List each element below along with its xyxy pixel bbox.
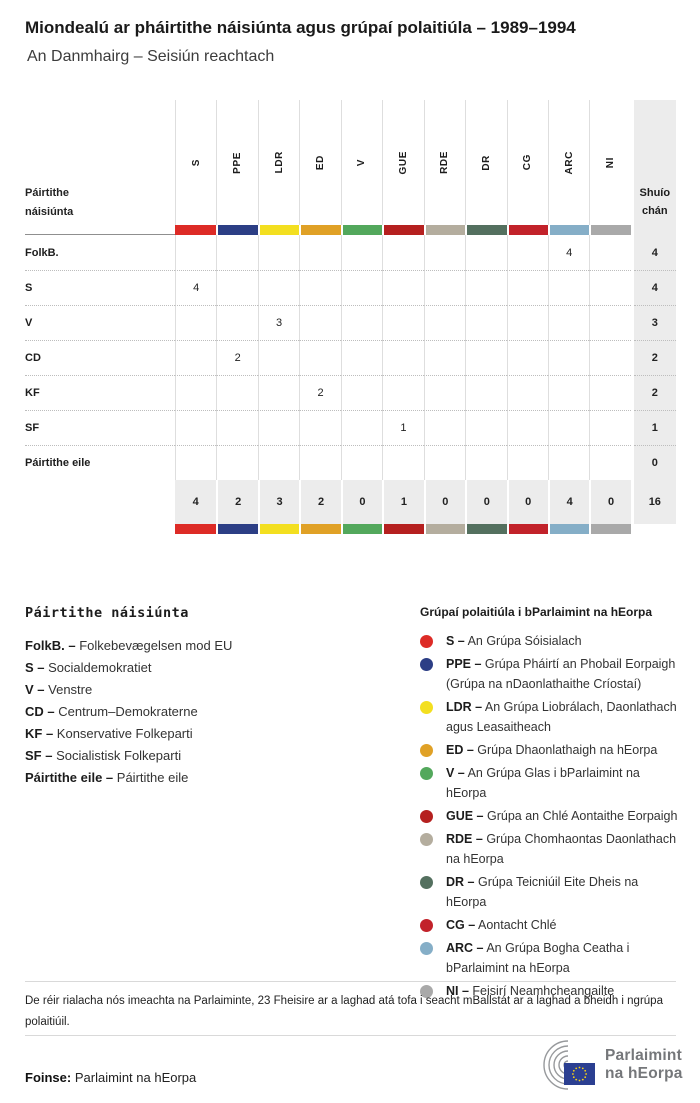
table-cell: [465, 340, 506, 375]
legend-item: ED – Grúpa Dhaonlathaigh na hEorpa: [420, 740, 682, 760]
row-label: S: [25, 270, 175, 305]
row-total: 2: [634, 340, 676, 375]
column-header-ni: NI: [589, 100, 630, 225]
table-cell: [424, 270, 465, 305]
divider: [25, 1035, 676, 1036]
legend-item: LDR – An Grúpa Liobrálach, Daonlathach agus Leasaitheach: [420, 697, 682, 737]
table-cell: [175, 375, 216, 410]
group-color-bar: [424, 225, 465, 235]
table-cell: [299, 235, 340, 270]
source-value: Parlaimint na hEorpa: [74, 1070, 197, 1085]
group-color-bar: [507, 225, 548, 235]
seats-column-header: [634, 100, 676, 225]
source-line: [25, 1070, 196, 1085]
totals-row-spacer: [25, 480, 175, 524]
page-title: Miondealú ar pháirtithe náisiúnta agus grúpaí polaitiúla – 1989–1994: [25, 18, 576, 37]
group-color-bar: [216, 524, 257, 534]
column-total: 0: [507, 480, 548, 524]
group-color-bar: [548, 225, 589, 235]
table-cell: [507, 445, 548, 480]
column-total: 2: [216, 480, 257, 524]
color-dot: [420, 744, 433, 757]
table-cell: 1: [382, 410, 423, 445]
row-label: Páirtithe eile: [25, 445, 175, 480]
row-total: 2: [634, 375, 676, 410]
table-cell: [589, 270, 630, 305]
table-cell: [465, 375, 506, 410]
row-total: 0: [634, 445, 676, 480]
row-label: CD: [25, 340, 175, 375]
table-cell: [175, 235, 216, 270]
table-cell: [589, 410, 630, 445]
table-cell: [299, 445, 340, 480]
group-color-bar: [175, 225, 216, 235]
seats-column-spacer: [634, 225, 676, 235]
column-total: 3: [258, 480, 299, 524]
color-dot: [420, 810, 433, 823]
group-color-bar: [216, 225, 257, 235]
table-cell: [589, 340, 630, 375]
footnote: De réir rialacha nós imeachta na Parlaiminte, 23 Fheisire ar a laghad atá tofa i seacht mBallstát ar a laghad a bheidh i ngrúpa polaitiúil.: [25, 995, 663, 1028]
group-color-bar: [424, 524, 465, 534]
table-corner-header: [25, 100, 175, 225]
column-header-dr: DR: [465, 100, 506, 225]
table-cell: [216, 445, 257, 480]
color-dot: [420, 833, 433, 846]
table-cell: [341, 235, 382, 270]
table-cell: 2: [299, 375, 340, 410]
table-cell: [341, 340, 382, 375]
column-total: 0: [589, 480, 630, 524]
table-cell: [258, 375, 299, 410]
table-cell: [175, 445, 216, 480]
color-dot: [420, 658, 433, 671]
column-total: 4: [175, 480, 216, 524]
table-cell: [465, 235, 506, 270]
group-color-bar: [382, 524, 423, 534]
table-cell: [424, 375, 465, 410]
legend-item: V – An Grúpa Glas i bParlaimint na hEorpa: [420, 763, 682, 803]
legend-item: S – Socialdemokratiet: [25, 660, 152, 675]
legend-national-title: Páirtithe náisiúnta: [25, 605, 189, 621]
group-color-bar: [465, 225, 506, 235]
seats-header-line-1: Shuío: [639, 187, 671, 199]
table-cell: [175, 410, 216, 445]
column-total: 4: [548, 480, 589, 524]
bottom-bar-end-spacer: [631, 524, 676, 534]
table-cell: [216, 305, 257, 340]
column-header-arc: ARC: [548, 100, 589, 225]
legend-item: DR – Grúpa Teicniúil Eite Dheis na hEorpa: [420, 872, 682, 912]
table-cell: [507, 305, 548, 340]
column-header-ldr: LDR: [258, 100, 299, 225]
table-cell: [589, 445, 630, 480]
row-label: V: [25, 305, 175, 340]
table-cell: [424, 340, 465, 375]
divider: [25, 981, 676, 982]
color-dot: [420, 919, 433, 932]
group-color-bar: [589, 225, 630, 235]
group-color-bar: [507, 524, 548, 534]
legend-item: NI – Feisirí Neamhcheangailte: [420, 981, 682, 1001]
table-cell: [465, 305, 506, 340]
row-total: 1: [634, 410, 676, 445]
group-color-bar: [258, 524, 299, 534]
legend-item: PPE – Grúpa Pháirtí an Phobail Eorpaigh (Grúpa na nDaonlathaithe Críostaí): [420, 654, 682, 694]
seats-header-line-2: chán: [641, 205, 668, 217]
table-cell: [299, 270, 340, 305]
table-cell: [589, 235, 630, 270]
column-header-ed: ED: [299, 100, 340, 225]
color-dot: [420, 876, 433, 889]
group-color-bar: [465, 524, 506, 534]
group-color-bar: [341, 524, 382, 534]
table-cell: 3: [258, 305, 299, 340]
ep-hemicycle-icon: [527, 1038, 599, 1092]
table-cell: [175, 305, 216, 340]
legend-item: Páirtithe eile – Páirtithe eile: [25, 770, 189, 785]
column-header-cg: CG: [507, 100, 548, 225]
table-cell: [341, 375, 382, 410]
legend-item: CG – Aontacht Chlé: [420, 915, 682, 935]
column-header-ppe: PPE: [216, 100, 257, 225]
legend-item: ARC – An Grúpa Bogha Ceatha i bParlaimint na hEorpa: [420, 938, 682, 978]
legend-groups-title: Grúpaí polaitiúla i bParlaimint na hEorpa: [420, 605, 653, 619]
table-cell: [465, 270, 506, 305]
table-cell: [216, 270, 257, 305]
table-cell: [258, 270, 299, 305]
seats-matrix-table: [25, 100, 676, 534]
column-header-v: V: [341, 100, 382, 225]
table-cell: [382, 375, 423, 410]
table-cell: [258, 235, 299, 270]
group-color-bar: [382, 225, 423, 235]
table-cell: [548, 375, 589, 410]
corner-underline: [25, 225, 175, 235]
table-cell: [507, 410, 548, 445]
row-label: FolkB.: [25, 246, 59, 259]
ep-logo-text: Parlaimint na hEorpa: [605, 1047, 683, 1082]
legend-item: GUE – Grúpa an Chlé Aontaithe Eorpaigh: [420, 806, 682, 826]
legend-item: CD – Centrum–Demokraterne: [25, 704, 198, 719]
table-cell: 4: [175, 270, 216, 305]
table-cell: [424, 235, 465, 270]
group-color-bar: [589, 524, 630, 534]
table-cell: [341, 445, 382, 480]
column-total: 2: [299, 480, 340, 524]
source-label: Foinse:: [25, 1070, 72, 1085]
table-cell: 4: [548, 235, 589, 270]
table-cell: [424, 445, 465, 480]
table-cell: [548, 340, 589, 375]
group-color-bar: [548, 524, 589, 534]
table-cell: [382, 305, 423, 340]
table-cell: [507, 340, 548, 375]
column-total: 1: [382, 480, 423, 524]
table-cell: [216, 235, 257, 270]
table-cell: [175, 340, 216, 375]
table-cell: [216, 410, 257, 445]
row-total: 3: [634, 305, 676, 340]
table-cell: [589, 375, 630, 410]
table-cell: [382, 340, 423, 375]
table-cell: [341, 410, 382, 445]
legend-item: V – Venstre: [25, 682, 93, 697]
color-dot: [420, 942, 433, 955]
table-cell: [258, 340, 299, 375]
table-cell: [258, 410, 299, 445]
table-cell: [382, 270, 423, 305]
group-color-bar: [299, 524, 340, 534]
table-cell: [548, 410, 589, 445]
column-header-rde: RDE: [424, 100, 465, 225]
column-total: 0: [465, 480, 506, 524]
legend-item: SF – Socialistisk Folkeparti: [25, 748, 182, 763]
group-color-bar: [258, 225, 299, 235]
row-total: 4: [634, 235, 676, 270]
legend-item: KF – Konservative Folkeparti: [25, 726, 193, 741]
row-total: 4: [634, 270, 676, 305]
table-cell: [382, 445, 423, 480]
bottom-bar-spacer: [25, 524, 175, 534]
table-cell: [507, 235, 548, 270]
table-cell: [465, 445, 506, 480]
column-total: 0: [424, 480, 465, 524]
group-color-bar: [341, 225, 382, 235]
group-color-bar: [299, 225, 340, 235]
table-cell: [341, 270, 382, 305]
table-cell: [299, 340, 340, 375]
legend-item: S – An Grúpa Sóisialach: [420, 631, 682, 651]
corner-line-2: náisiúnta: [25, 206, 74, 218]
column-header-gue: GUE: [382, 100, 423, 225]
grand-total: 16: [634, 480, 676, 524]
color-dot: [420, 767, 433, 780]
table-cell: [548, 445, 589, 480]
table-cell: [258, 445, 299, 480]
table-cell: [216, 375, 257, 410]
group-color-bar: [175, 524, 216, 534]
european-parliament-logo: [527, 1038, 683, 1092]
legend-political-groups: [420, 605, 682, 1004]
table-cell: [382, 235, 423, 270]
table-cell: [589, 305, 630, 340]
table-cell: [465, 410, 506, 445]
table-cell: [507, 270, 548, 305]
table-cell: [548, 270, 589, 305]
table-cell: [299, 410, 340, 445]
table-cell: [424, 305, 465, 340]
row-label: SF: [25, 410, 175, 445]
column-total: 0: [341, 480, 382, 524]
row-label: KF: [25, 375, 175, 410]
table-cell: [424, 410, 465, 445]
legend-item: RDE – Grúpa Chomhaontas Daonlathach na hEorpa: [420, 829, 682, 869]
table-cell: [299, 305, 340, 340]
color-dot: [420, 701, 433, 714]
legend-item: FolkB. – Folkebevægelsen mod EU: [25, 638, 233, 653]
legend-national-parties: [25, 605, 395, 789]
column-header-s: S: [175, 100, 216, 225]
table-cell: [548, 305, 589, 340]
color-dot: [420, 635, 433, 648]
table-cell: [507, 375, 548, 410]
corner-line-1: Páirtithe: [25, 187, 70, 199]
table-cell: 2: [216, 340, 257, 375]
table-cell: [341, 305, 382, 340]
page-subtitle: An Danmhairg – Seisiún reachtach: [27, 48, 275, 65]
